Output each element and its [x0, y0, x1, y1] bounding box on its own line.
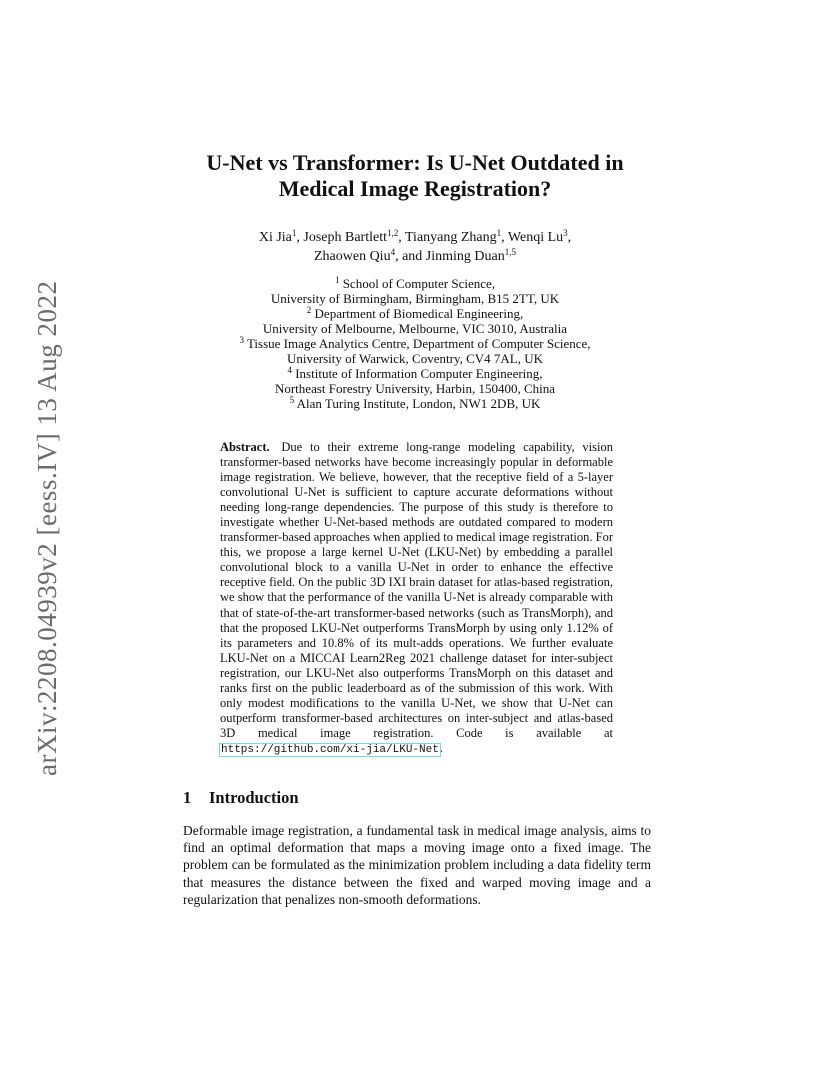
affiliation-text: Institute of Information Computer Engineering, [295, 366, 543, 381]
affiliation-text: School of Computer Science, [342, 276, 496, 291]
affiliation-1-line-2: University of Birmingham, Birmingham, B15 2TT, UK [270, 291, 560, 306]
author-name: Tianyang Zhang [405, 230, 497, 245]
author-separator: , [296, 230, 304, 245]
author-name: Joseph Bartlett [303, 230, 387, 245]
author-name: Zhaowen Qiu [313, 249, 391, 264]
affiliation-4-line-2: Northeast Forestry University, Harbin, 150400, China [274, 381, 556, 396]
author-list [170, 228, 660, 266]
author-affil-mark: 1 [496, 228, 502, 238]
author-affil-mark: 1,5 [504, 247, 516, 257]
affiliation-3-line-2: University of Warwick, Coventry, CV4 7AL, UK [286, 351, 544, 366]
author-name: Xi Jia [258, 230, 292, 245]
section-body: Deformable image registration, a fundamental task in medical image analysis, aims to find an optimal deformation that maps a moving image onto a fixed image. The problem can be formulated as the minimization problem including a data fidelity term that measures the distance between the fixed and warped moving image and a regularization that penalizes non-smooth deformations. [183, 823, 651, 907]
author-separator: , [567, 230, 572, 245]
affiliation-3-line-1 [170, 336, 660, 351]
arxiv-identifier: arXiv:2208.04939v2 [eess.IV] 13 Aug 2022 [32, 280, 62, 776]
author-line-2 [170, 247, 660, 266]
section-title: Introduction [209, 788, 299, 807]
affiliation-text: Tissue Image Analytics Centre, Department of Computer Science, [246, 336, 591, 351]
title-line-2: Medical Image Registration? [278, 176, 552, 201]
author-line-1 [170, 228, 660, 247]
affil-mark: 5 [289, 395, 295, 405]
affil-mark: 4 [287, 365, 292, 375]
author-separator: , [398, 230, 405, 245]
code-link[interactable]: https://github.com/xi-jia/LKU-Net [221, 743, 439, 756]
affiliation-list [170, 276, 660, 411]
author-affil-mark: 1 [291, 228, 297, 238]
affil-mark: 3 [239, 335, 244, 345]
affiliation-2-line-1 [170, 306, 660, 321]
affil-mark: 2 [306, 305, 312, 315]
affiliation-text: Alan Turing Institute, London, NW1 2DB, UK [296, 396, 541, 411]
section-heading [183, 788, 299, 808]
author-name: Jinming Duan [425, 249, 505, 264]
affil-mark: 1 [334, 275, 340, 285]
author-separator: , and [395, 249, 426, 264]
affiliation-5-line-1 [170, 396, 660, 411]
author-affil-mark: 4 [390, 247, 396, 257]
author-affil-mark: 3 [563, 228, 568, 238]
abstract-label: Abstract. [220, 440, 270, 454]
paper-title [160, 150, 670, 202]
author-affil-mark: 1,2 [387, 228, 399, 238]
title-line-1: U-Net vs Transformer: Is U-Net Outdated in [206, 150, 624, 175]
affiliation-4-line-1 [170, 366, 660, 381]
abstract-text: Due to their extreme long-range modeling capability, vision transformer-based networks have become increasingly popular in deformable image registration. We believe, however, that the receptive field of a 5-layer convolutional U-Net is sufficient to capture accurate deformations without needing long-range dependencies. The purpose of this study is therefore to investigate whether U-Net-based methods are outdated compared to modern transformer-based approaches when applied to medical image registration. For this, we propose a large kernel U-Net (LKU-Net) by embedding a parallel convolutional block to a vanilla U-Net in order to enhance the effective receptive field. On the public 3D IXI brain dataset for atlas-based registration, we show that the performance of the vanilla U-Net is already comparable with that of state-of-the-art transformer-based networks (such as TransMorph), and that the proposed LKU-Net outperforms TransMorph by using only 1.12% of its parameters and 10.8% of its mult-adds operations. We further evaluate LKU-Net on a MICCAI Learn2Reg 2021 challenge dataset for inter-subject registration, our LKU-Net also outperforms TransMorph on this dataset and ranks first on the public leaderboard as of the submission of this work. With only modest modifications to the vanilla U-Net, we show that U-Net can outperform transformer-based architectures on inter-subject and atlas-based 3D medical image registration. Code is available at [220, 440, 614, 740]
author-separator: , [501, 230, 508, 245]
abstract-end-punct: . [439, 740, 443, 755]
author-name: Wenqi Lu [507, 230, 564, 245]
affiliation-2-line-2: University of Melbourne, Melbourne, VIC 3010, Australia [262, 321, 568, 336]
abstract [220, 440, 613, 758]
section-number: 1 [183, 788, 192, 807]
affiliation-1-line-1 [170, 276, 660, 291]
affiliation-text: Department of Biomedical Engineering, [314, 306, 524, 321]
